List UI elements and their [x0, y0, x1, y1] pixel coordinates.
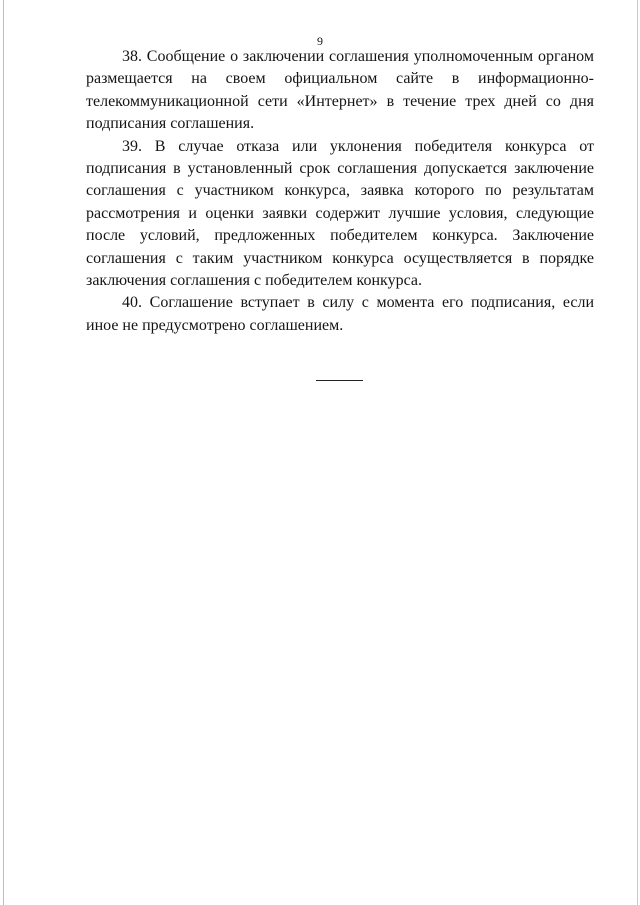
- page-number: 9: [317, 34, 323, 48]
- paragraph-38: 38. Сообщение о заключении соглашения уполномоченным органом размещается на своем официальном сайте в информационно-телекоммуникационной сети «Интернет» в течение трех дней со дня подписания соглашения.: [86, 48, 594, 133]
- scan-edge-left: [3, 0, 4, 905]
- paragraph-40: 40. Соглашение вступает в силу с момента его подписания, если иное не предусмотрено соглашением.: [86, 294, 594, 334]
- paragraph-39: 39. В случае отказа или уклонения победителя конкурса от подписания в установленный срок соглашения допускается заключение соглашения с участником конкурса, заявка которого по результатам рассмотрения и оценки заявки содержит лучшие условия, следующие после условий, предложенных победителем конкурса. Заключение соглашения с таким участником конкурса осуществляется в порядке заключения соглашения с победителем конкурса.: [86, 137, 594, 290]
- end-of-document-rule: [316, 380, 363, 381]
- document-body: [86, 46, 594, 337]
- scan-edge-right: [637, 0, 638, 905]
